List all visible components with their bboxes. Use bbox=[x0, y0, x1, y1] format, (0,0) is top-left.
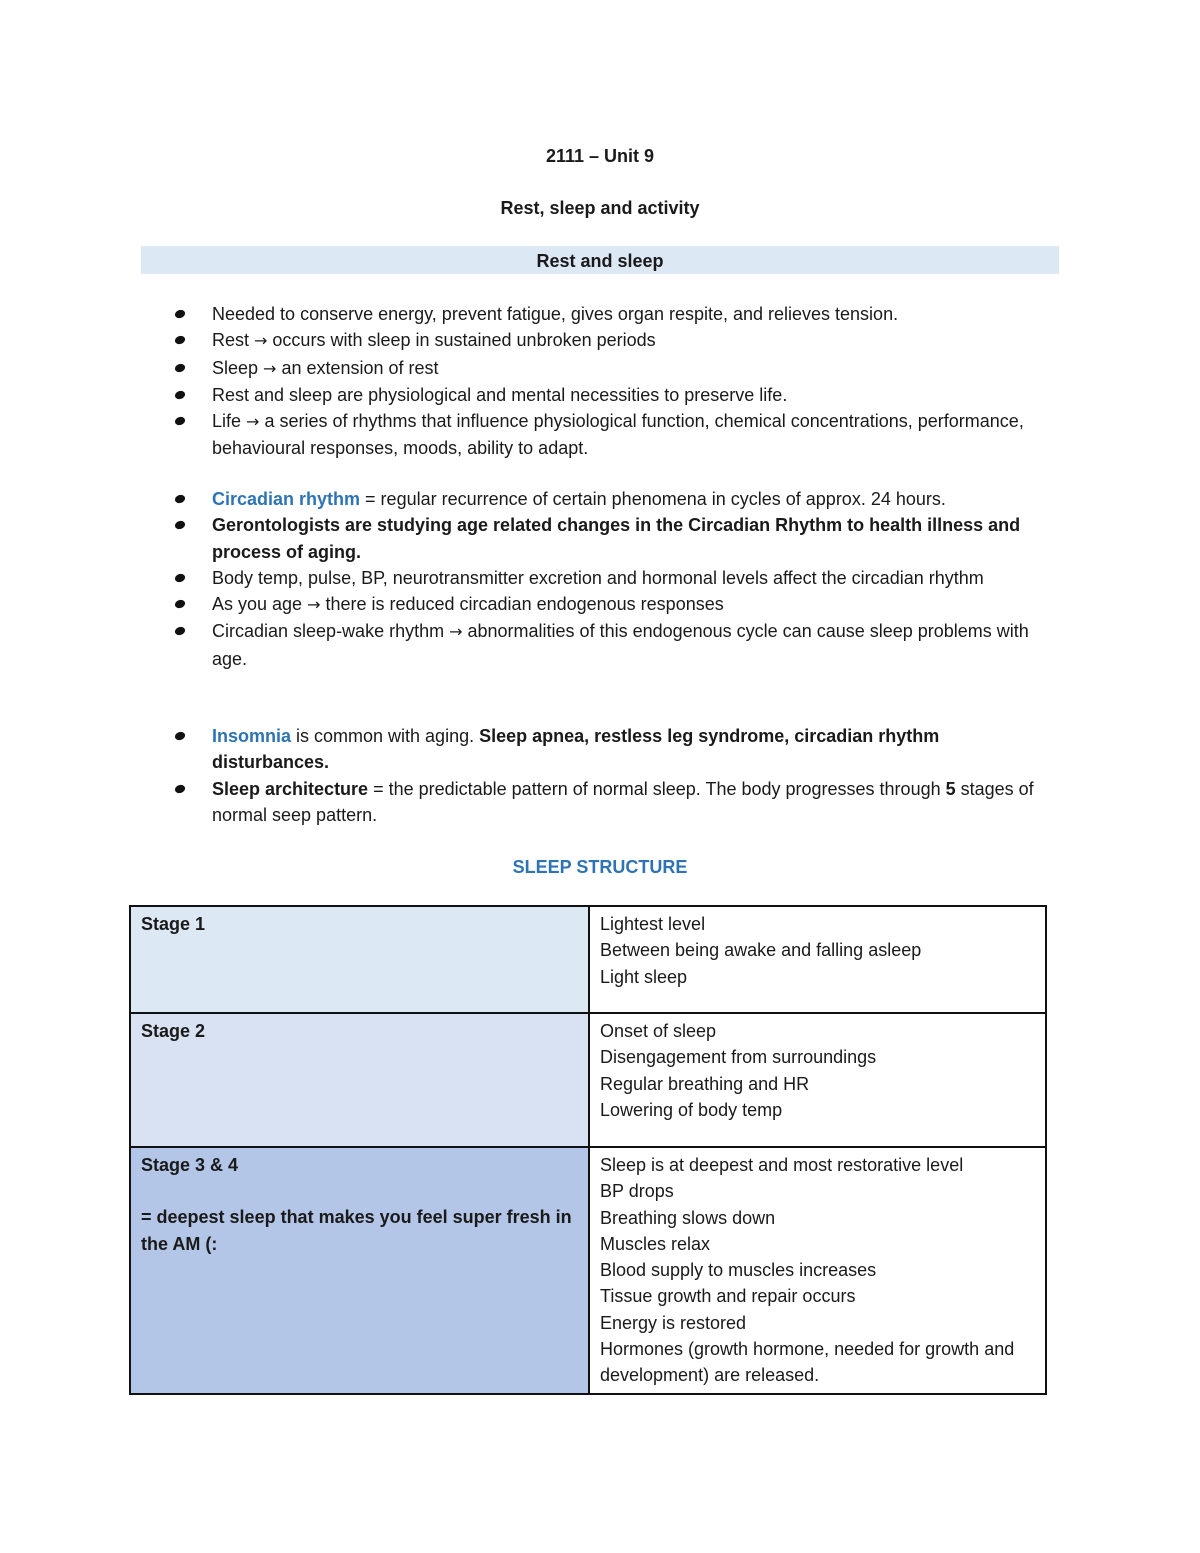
bullet-icon bbox=[174, 335, 187, 346]
list-item-text: occurs with sleep in sustained unbroken periods bbox=[267, 330, 656, 351]
sleep-structure-heading: SLEEP STRUCTURE bbox=[512, 857, 688, 877]
bullet-icon bbox=[174, 493, 187, 504]
list-item-text: stages of normal seep pattern. bbox=[212, 778, 1034, 825]
detail-line: Between being awake and falling asleep bbox=[600, 940, 922, 961]
bullet-icon bbox=[174, 520, 187, 531]
bullet-icon bbox=[174, 730, 187, 741]
detail-line: Onset of sleep bbox=[600, 1021, 717, 1041]
stage-details-cell bbox=[589, 906, 1046, 1013]
list-item-text: a series of rhythms that influence physiological function, chemical concentrations, performance, behavioural responses, moods, ability to adapt. bbox=[212, 411, 1024, 459]
list-item-text: Sleep bbox=[212, 357, 264, 378]
bullet-icon bbox=[174, 626, 187, 637]
list-item-text: Life bbox=[212, 411, 247, 432]
detail-line: Blood supply to muscles increases bbox=[600, 1260, 877, 1281]
bullet-icon bbox=[174, 572, 187, 583]
stage-details-cell bbox=[589, 1013, 1046, 1147]
list-item bbox=[172, 408, 1052, 462]
list-item-text: is common with aging. bbox=[291, 726, 480, 746]
detail-line: Sleep is at deepest and most restorative level bbox=[600, 1155, 964, 1175]
list-item-text: Rest and sleep are physiological and mental necessities to preserve life. bbox=[212, 384, 788, 405]
document-subtitle: Rest, sleep and activity bbox=[500, 198, 700, 218]
detail-line: Muscles relax bbox=[600, 1233, 711, 1254]
term-sleep-architecture: Sleep architecture bbox=[212, 778, 369, 799]
list-item-text: Circadian sleep-wake rhythm bbox=[212, 621, 450, 642]
list-item-text: = the predictable pattern of normal sleep. The body progresses through bbox=[368, 778, 946, 799]
detail-line: Regular breathing and HR bbox=[600, 1073, 810, 1094]
list-item-text: Gerontologists are studying age related changes in the Circadian Rhythm to health illness and process of aging. bbox=[212, 515, 1021, 562]
bullet-icon bbox=[174, 362, 187, 373]
list-item bbox=[172, 301, 1052, 327]
detail-line: Lowering of body temp bbox=[600, 1099, 783, 1120]
arrow-right-icon: → bbox=[246, 412, 260, 432]
stage-note: = deepest sleep that makes you feel super fresh in the AM (: bbox=[141, 1207, 572, 1254]
sleep-structure-table bbox=[129, 905, 1047, 1395]
detail-line: Breathing slows down bbox=[600, 1207, 776, 1228]
list-item-text: Rest bbox=[212, 330, 255, 351]
list-item bbox=[172, 591, 1052, 618]
list-item-text: 5 bbox=[945, 778, 956, 799]
list-item-text: abnormalities of this endogenous cycle can cause sleep problems with age. bbox=[212, 621, 1029, 669]
list-item bbox=[172, 723, 1052, 776]
stage-cell bbox=[130, 1013, 589, 1147]
stage-label: Stage 1 bbox=[141, 914, 206, 934]
list-item bbox=[172, 512, 1052, 565]
bullet-list-circadian bbox=[172, 486, 1052, 672]
list-item-text: Sleep apnea, restless leg syndrome, circadian rhythm disturbances. bbox=[212, 726, 940, 773]
table-row bbox=[130, 1147, 1046, 1394]
list-item-text: As you age bbox=[212, 594, 308, 615]
detail-line: Lightest level bbox=[600, 914, 706, 934]
list-item bbox=[172, 486, 1052, 512]
list-item bbox=[172, 355, 1052, 382]
bullet-icon bbox=[174, 308, 187, 319]
bullet-icon bbox=[174, 416, 187, 427]
arrow-right-icon: → bbox=[449, 622, 463, 642]
stage-label: Stage 2 bbox=[141, 1021, 206, 1041]
list-item bbox=[172, 776, 1052, 829]
arrow-right-icon: → bbox=[307, 595, 321, 615]
arrow-right-icon: → bbox=[254, 331, 268, 351]
table-row bbox=[130, 1013, 1046, 1147]
document-title: 2111 – Unit 9 bbox=[545, 146, 655, 166]
list-item bbox=[172, 565, 1052, 591]
list-item-text: there is reduced circadian endogenous responses bbox=[320, 594, 724, 615]
bullet-list-rest-sleep bbox=[172, 301, 1052, 462]
detail-line: Energy is restored bbox=[600, 1312, 747, 1333]
detail-line: Hormones (growth hormone, needed for growth and development) are released. bbox=[600, 1339, 1015, 1386]
list-item bbox=[172, 327, 1052, 354]
list-item-text: an extension of rest bbox=[276, 357, 439, 378]
term-circadian-rhythm: Circadian rhythm bbox=[212, 489, 361, 509]
detail-line: Light sleep bbox=[600, 966, 688, 987]
bullet-icon bbox=[174, 599, 187, 610]
arrow-right-icon: → bbox=[263, 358, 277, 378]
stage-cell bbox=[130, 906, 589, 1013]
list-item-text: Needed to conserve energy, prevent fatigue, gives organ respite, and relieves tension. bbox=[212, 304, 899, 324]
detail-line: BP drops bbox=[600, 1181, 674, 1202]
stage-cell bbox=[130, 1147, 589, 1394]
list-item bbox=[172, 382, 1052, 408]
bullet-icon bbox=[174, 389, 187, 400]
stage-label: Stage 3 & 4 bbox=[141, 1155, 239, 1175]
list-item-text: Body temp, pulse, BP, neurotransmitter excretion and hormonal levels affect the circadian rhythm bbox=[212, 567, 984, 588]
list-item-text: = regular recurrence of certain phenomena in cycles of approx. 24 hours. bbox=[360, 489, 946, 509]
bullet-icon bbox=[174, 783, 187, 794]
stage-details-cell bbox=[589, 1147, 1046, 1394]
detail-line: Tissue growth and repair occurs bbox=[600, 1286, 856, 1307]
term-insomnia: Insomnia bbox=[212, 726, 292, 746]
detail-line: Disengagement from surroundings bbox=[600, 1047, 877, 1068]
section-heading-rest-and-sleep: Rest and sleep bbox=[141, 246, 1059, 274]
table-row bbox=[130, 906, 1046, 1013]
list-item bbox=[172, 618, 1052, 672]
bullet-list-sleep-disorders bbox=[172, 723, 1052, 828]
